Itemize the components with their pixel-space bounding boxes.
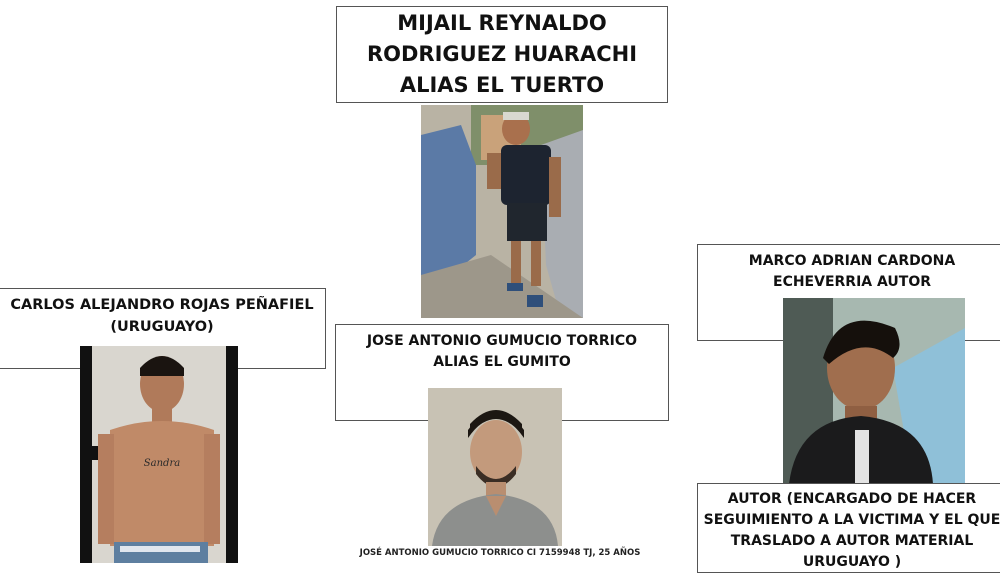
tuerto-name-line2: RODRIGUEZ HUARACHI — [366, 42, 638, 66]
carlos-tattoo: Sandra — [143, 458, 181, 469]
autor-line1: AUTOR (ENCARGADO DE HACER — [727, 491, 977, 507]
autor-line2: SEGUIMIENTO A LA VICTIMA Y EL QUE — [703, 512, 1000, 528]
gumito-photo-caption: JOSÉ ANTONIO GUMUCIO TORRICO CI 7159948 TJ, 25 AÑOS — [359, 548, 641, 558]
photo-tuerto — [421, 105, 583, 318]
label-box-autor-role — [697, 483, 1000, 573]
tuerto-name-line1: MIJAIL REYNALDO — [397, 11, 607, 35]
marco-name-line2: ECHEVERRIA AUTOR — [773, 274, 931, 290]
gumito-alias: ALIAS EL GUMITO — [433, 354, 571, 370]
tuerto-alias: ALIAS EL TUERTO — [399, 73, 605, 97]
carlos-name-line2: (URUGUAYO) — [110, 319, 214, 335]
photo-gumito — [428, 388, 562, 546]
label-box-tuerto — [336, 6, 668, 103]
marco-name-line1: MARCO ADRIAN CARDONA — [748, 253, 956, 269]
photo-marco — [783, 298, 965, 484]
gumito-name-line1: JOSE ANTONIO GUMUCIO TORRICO — [366, 333, 638, 349]
carlos-name-line1: CARLOS ALEJANDRO ROJAS PEÑAFIEL — [10, 297, 314, 313]
photo-carlos — [80, 346, 238, 563]
autor-line4: URUGUAYO ) — [802, 554, 902, 570]
autor-line3: TRASLADO A AUTOR MATERIAL — [730, 533, 974, 549]
